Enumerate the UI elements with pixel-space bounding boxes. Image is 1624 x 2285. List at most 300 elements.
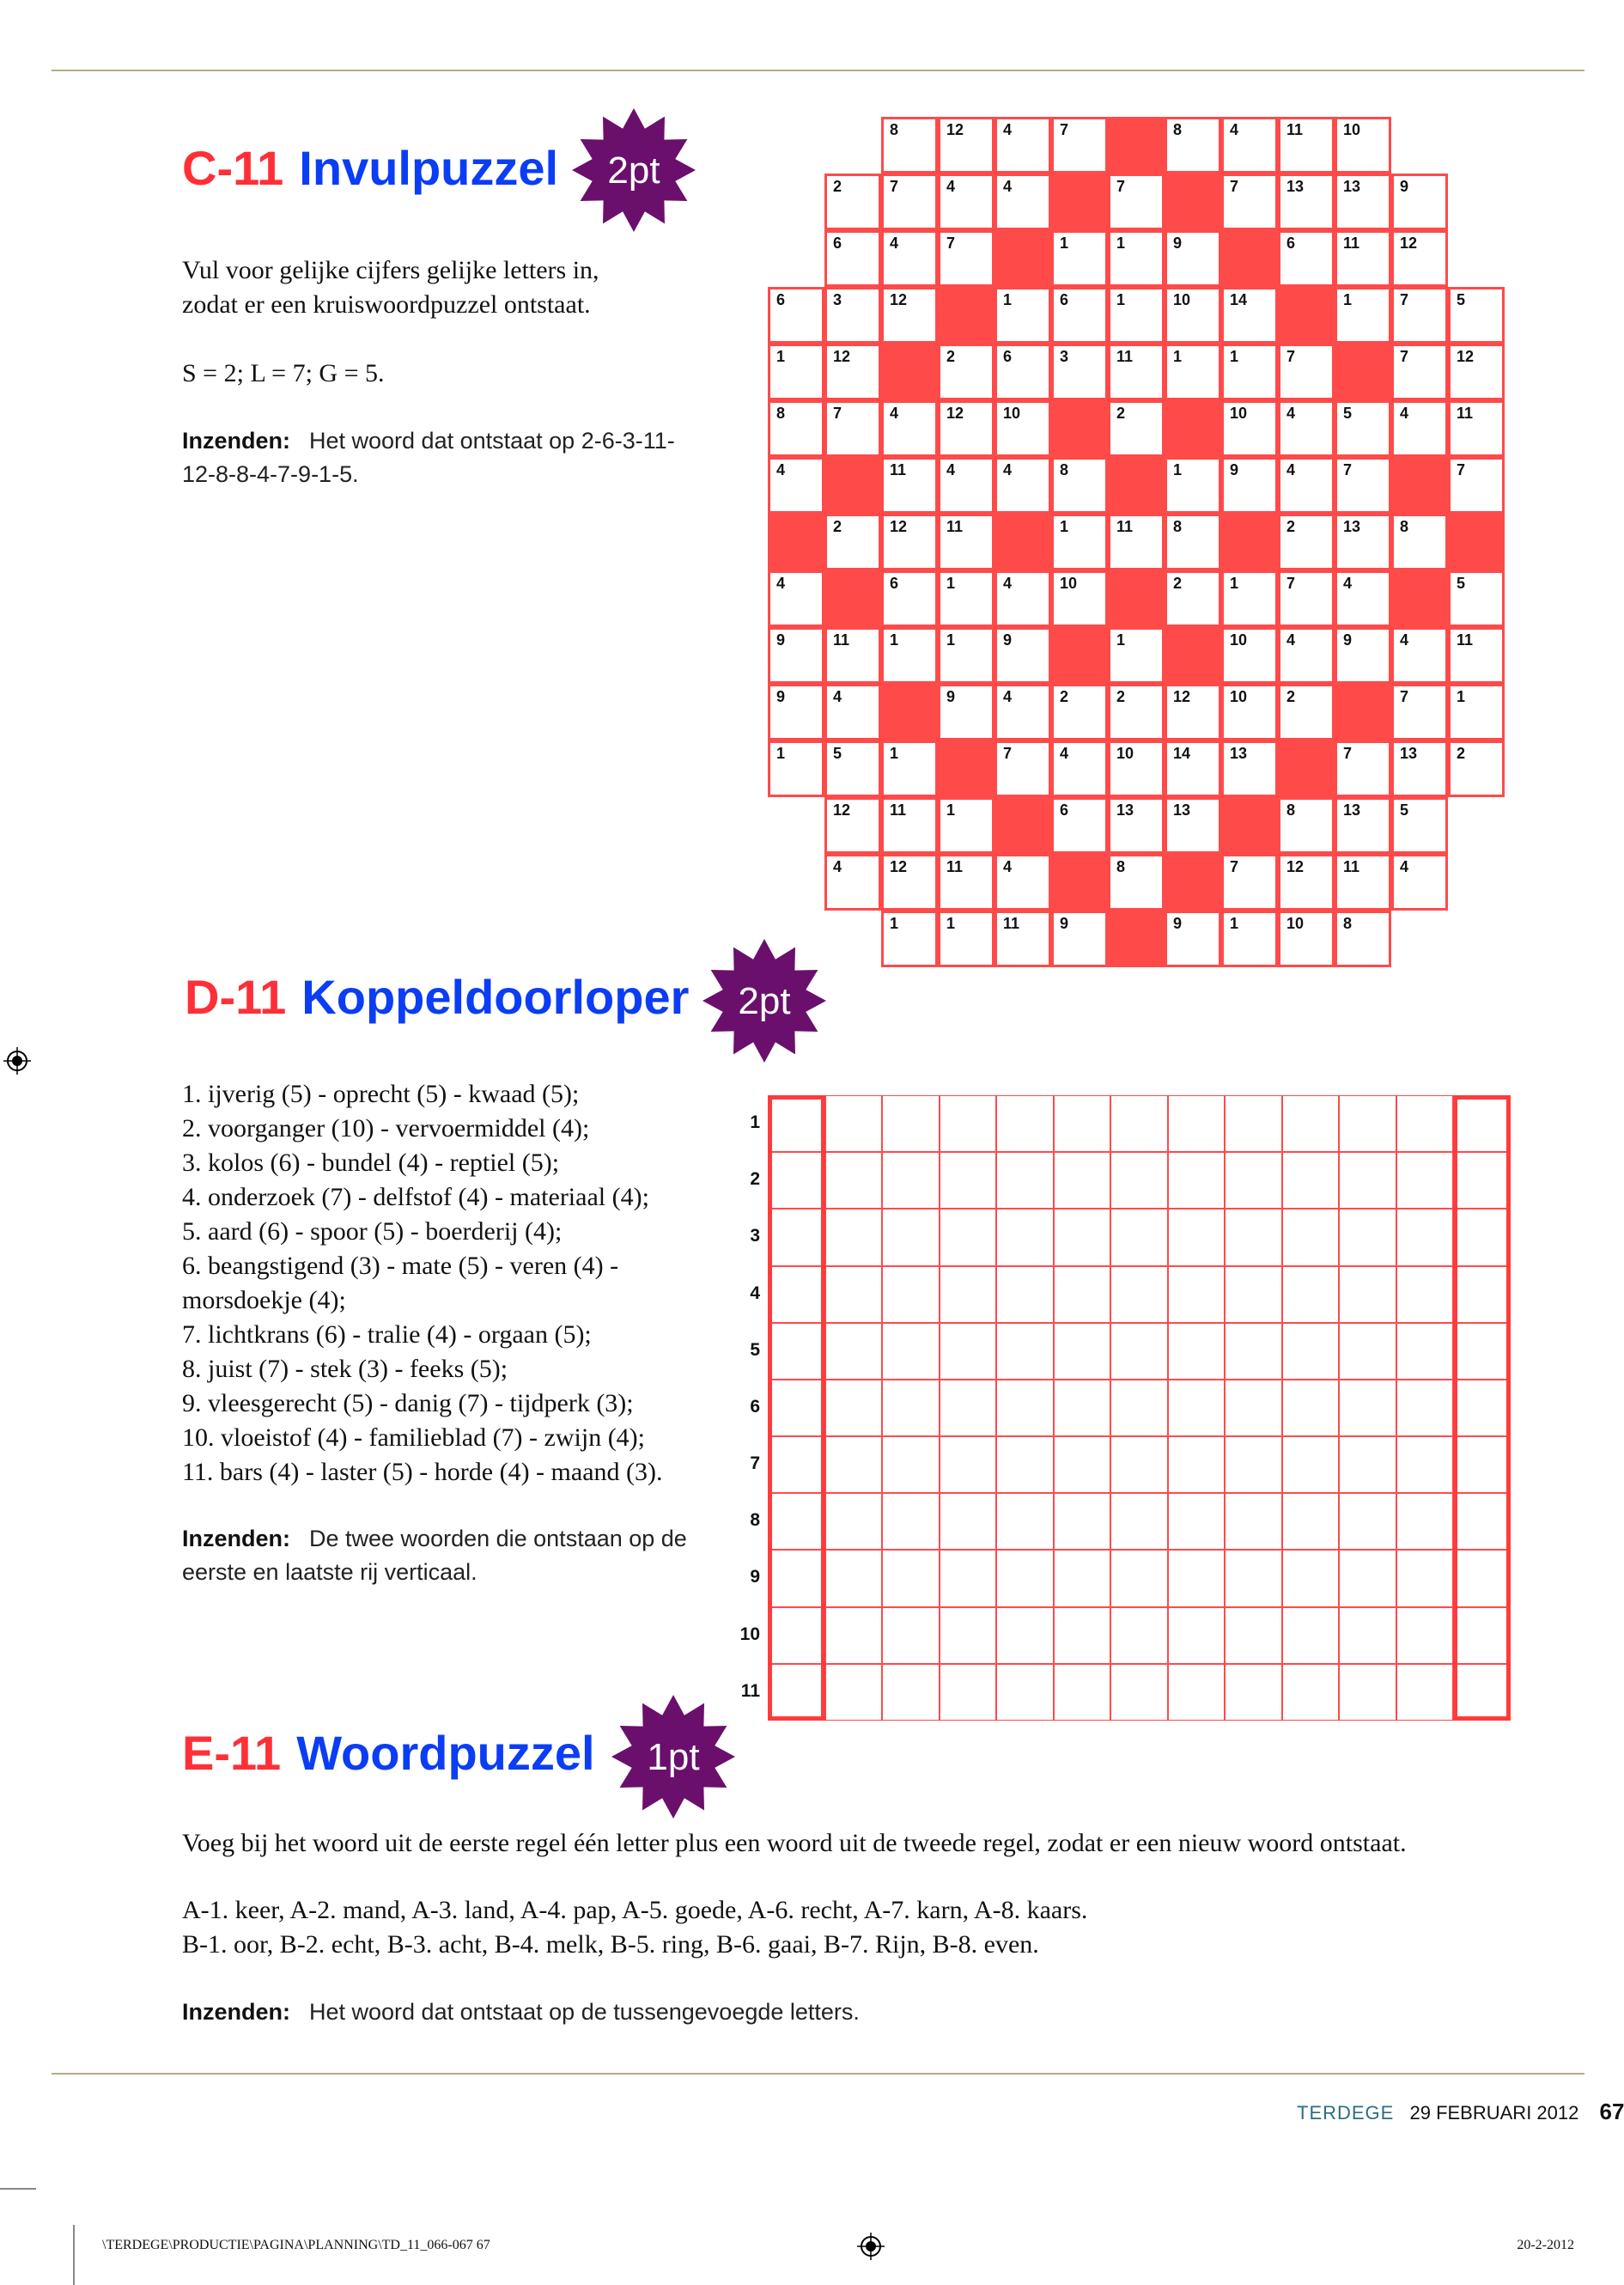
grid-cell[interactable]: 1 — [881, 911, 938, 967]
grid-cell[interactable] — [1168, 1266, 1226, 1323]
grid-cell[interactable]: 4 — [881, 400, 938, 457]
grid-cell[interactable]: 13 — [1335, 514, 1391, 570]
grid-cell[interactable] — [825, 1550, 883, 1606]
grid-cell[interactable]: 6 — [824, 230, 881, 287]
grid-cell[interactable]: 1 — [1051, 514, 1108, 570]
grid-cell[interactable]: 12 — [1448, 344, 1505, 400]
black-cell — [1221, 797, 1278, 854]
grid-cell[interactable]: 2 — [938, 344, 994, 400]
grid-cell[interactable]: 1 — [1051, 230, 1108, 287]
grid-cell[interactable]: 7 — [1391, 684, 1448, 740]
grid-cell[interactable]: 8 — [1051, 457, 1108, 514]
grid-cell[interactable] — [996, 1266, 1054, 1323]
grid-cell[interactable]: 8 — [1335, 911, 1391, 967]
d11-submit — [182, 1522, 697, 1589]
grid-cell[interactable]: 4 — [824, 854, 881, 911]
grid-cell[interactable]: 1 — [938, 911, 994, 967]
grid-cell[interactable] — [1054, 1266, 1111, 1323]
grid-cell[interactable]: 14 — [1165, 740, 1221, 797]
grid-cell[interactable] — [940, 1323, 997, 1380]
grid-cell[interactable]: 8 — [1165, 117, 1221, 174]
grid-cell[interactable]: 7 — [1391, 287, 1448, 344]
grid-cell[interactable] — [996, 1607, 1054, 1664]
grid-cell[interactable] — [940, 1095, 997, 1152]
grid-cell[interactable]: 9 — [1165, 911, 1221, 967]
grid-cell[interactable]: 1 — [1221, 570, 1278, 627]
grid-cell[interactable] — [940, 1380, 997, 1436]
d11-title — [185, 970, 690, 1024]
black-cell — [938, 740, 994, 797]
grid-cell[interactable]: 5 — [1448, 570, 1505, 627]
grid-cell[interactable]: 9 — [1221, 457, 1278, 514]
grid-cell[interactable] — [996, 1380, 1054, 1436]
grid-cell[interactable]: 9 — [768, 684, 824, 740]
grid-cell[interactable] — [1225, 1607, 1282, 1664]
grid-cell[interactable] — [1339, 1550, 1396, 1606]
grid-cell[interactable]: 2 — [1051, 684, 1108, 740]
grid-cell[interactable] — [1110, 1493, 1168, 1550]
grid-cell[interactable]: 1 — [881, 740, 938, 797]
grid-cell[interactable] — [1168, 1152, 1226, 1209]
grid-cell[interactable] — [1396, 1266, 1454, 1323]
grid-cell[interactable]: 13 — [1335, 174, 1391, 230]
grid-cell[interactable]: 1 — [1165, 457, 1221, 514]
grid-cell[interactable]: 4 — [938, 457, 994, 514]
grid-cell[interactable] — [1396, 1380, 1454, 1436]
grid-cell[interactable] — [1396, 1493, 1454, 1550]
grid-cell[interactable]: 2 — [1165, 570, 1221, 627]
grid-cell[interactable] — [1282, 1607, 1340, 1664]
grid-cell[interactable]: 10 — [994, 400, 1051, 457]
grid-cell[interactable]: 4 — [824, 684, 881, 740]
grid-cell[interactable] — [1282, 1550, 1340, 1606]
grid-cell[interactable]: 11 — [938, 514, 994, 570]
grid-cell[interactable]: 2 — [824, 174, 881, 230]
c11-instruction-line: Vul voor gelijke cijfers gelijke letters in, — [182, 256, 599, 284]
grid-cell[interactable] — [996, 1436, 1054, 1493]
grid-cell[interactable] — [825, 1323, 883, 1380]
grid-cell[interactable]: 1 — [1165, 344, 1221, 400]
grid-cell[interactable] — [940, 1493, 997, 1550]
grid-cell[interactable]: 11 — [1108, 344, 1165, 400]
black-cell — [1108, 570, 1165, 627]
grid-cell[interactable]: 11 — [1335, 854, 1391, 911]
grid-cell[interactable]: 12 — [881, 854, 938, 911]
grid-cell[interactable] — [1054, 1380, 1111, 1436]
grid-cell[interactable]: 3 — [1051, 344, 1108, 400]
grid-cell[interactable]: 8 — [1108, 854, 1165, 911]
grid-cell[interactable]: 2 — [824, 514, 881, 570]
grid-cell[interactable] — [1339, 1266, 1396, 1323]
grid-cell[interactable]: 11 — [824, 627, 881, 684]
grid-cell[interactable]: 9 — [994, 627, 1051, 684]
grid-cell[interactable] — [1110, 1436, 1168, 1493]
grid-cell[interactable]: 7 — [1278, 570, 1335, 627]
d11-code: D-11 — [185, 970, 287, 1024]
grid-cell[interactable]: 9 — [768, 627, 824, 684]
grid-cell[interactable]: 1 — [1108, 627, 1165, 684]
grid-cell[interactable]: 4 — [994, 117, 1051, 174]
grid-cell[interactable] — [1225, 1436, 1282, 1493]
grid-cell[interactable] — [825, 1380, 883, 1436]
grid-cell[interactable] — [1168, 1323, 1226, 1380]
registration-mark-icon — [857, 2233, 885, 2260]
c11-title — [182, 141, 559, 195]
grid-cell[interactable]: 12 — [938, 400, 994, 457]
grid-cell[interactable]: 13 — [1335, 797, 1391, 854]
grid-cell[interactable] — [1054, 1323, 1111, 1380]
grid-cell[interactable]: 6 — [768, 287, 824, 344]
grid-cell[interactable]: 6 — [1051, 287, 1108, 344]
grid-cell[interactable]: 12 — [881, 514, 938, 570]
clue-line: 7. lichtkrans (6) - tralie (4) - orgaan (5); — [182, 1320, 592, 1349]
grid-cell[interactable] — [1168, 1380, 1226, 1436]
grid-cell[interactable]: 8 — [881, 117, 938, 174]
grid-cell[interactable]: 5 — [1335, 400, 1391, 457]
grid-cell[interactable]: 1 — [1108, 287, 1165, 344]
grid-cell[interactable] — [1282, 1380, 1340, 1436]
grid-cell[interactable] — [1282, 1493, 1340, 1550]
grid-cell[interactable] — [1054, 1493, 1111, 1550]
grid-cell[interactable]: 9 — [1165, 230, 1221, 287]
grid-cell[interactable] — [1168, 1550, 1226, 1606]
grid-cell[interactable]: 12 — [1165, 684, 1221, 740]
grid-cell[interactable] — [1339, 1493, 1396, 1550]
grid-cell[interactable] — [996, 1550, 1054, 1606]
submit-text: De twee woorden die ontstaan op de eerste en laatste rij verticaal. — [182, 1526, 687, 1585]
grid-cell[interactable]: 4 — [1051, 740, 1108, 797]
grid-cell[interactable]: 7 — [1278, 344, 1335, 400]
grid-cell[interactable] — [1282, 1152, 1340, 1209]
clue-line: 1. ijverig (5) - oprecht (5) - kwaad (5); — [182, 1080, 580, 1108]
grid-cell[interactable] — [825, 1266, 883, 1323]
grid-cell[interactable]: 11 — [1108, 514, 1165, 570]
grid-cell[interactable]: 1 — [938, 797, 994, 854]
grid-cell[interactable]: 6 — [881, 570, 938, 627]
grid-cell[interactable] — [1339, 1323, 1396, 1380]
grid-cell[interactable]: 2 — [1108, 684, 1165, 740]
grid-cell[interactable] — [996, 1095, 1054, 1152]
grid-cell[interactable]: 11 — [881, 797, 938, 854]
grid-cell[interactable] — [940, 1550, 997, 1606]
grid-cell[interactable]: 10 — [1278, 911, 1335, 967]
grid-cell[interactable] — [996, 1493, 1054, 1550]
slug-path: \TERDEGE\PRODUCTIE\PAGINA\PLANNING\TD_11_066-067 67 — [102, 2238, 490, 2252]
grid-cell[interactable]: 11 — [1448, 400, 1505, 457]
grid-cell[interactable] — [1225, 1550, 1282, 1606]
points-label: 2pt — [738, 980, 791, 1022]
grid-cell[interactable]: 12 — [824, 797, 881, 854]
grid-cell[interactable]: 12 — [1278, 854, 1335, 911]
grid-cell[interactable] — [1225, 1095, 1282, 1152]
grid-cell[interactable] — [1225, 1209, 1282, 1265]
grid-cell[interactable]: 1 — [994, 287, 1051, 344]
grid-cell[interactable]: 7 — [1335, 457, 1391, 514]
grid-cell[interactable]: 7 — [1335, 740, 1391, 797]
black-cell — [1051, 627, 1108, 684]
grid-cell[interactable] — [882, 1266, 940, 1323]
grid-cell[interactable]: 12 — [881, 287, 938, 344]
grid-cell[interactable]: 11 — [938, 854, 994, 911]
grid-cell[interactable] — [1110, 1550, 1168, 1606]
black-cell — [1221, 514, 1278, 570]
grid-cell[interactable] — [1339, 1380, 1396, 1436]
grid-cell[interactable] — [1168, 1493, 1226, 1550]
grid-cell[interactable]: 10 — [1221, 400, 1278, 457]
grid-cell[interactable] — [825, 1664, 883, 1721]
clue-line: 4. onderzoek (7) - delfstof (4) - materiaal (4); — [182, 1183, 649, 1211]
grid-cell[interactable] — [882, 1209, 940, 1265]
grid-cell[interactable] — [1110, 1266, 1168, 1323]
grid-cell[interactable]: 11 — [1278, 117, 1335, 174]
grid-cell[interactable] — [1225, 1664, 1282, 1721]
grid-cell[interactable]: 8 — [1165, 514, 1221, 570]
grid-cell[interactable] — [1054, 1209, 1111, 1265]
grid-cell[interactable] — [882, 1323, 940, 1380]
grid-cell[interactable] — [1339, 1209, 1396, 1265]
grid-cell[interactable]: 4 — [1278, 627, 1335, 684]
grid-cell[interactable]: 5 — [1448, 287, 1505, 344]
grid-cell[interactable] — [1225, 1380, 1282, 1436]
grid-cell[interactable]: 7 — [1391, 344, 1448, 400]
grid-cell[interactable] — [1282, 1266, 1340, 1323]
grid-cell[interactable] — [1282, 1095, 1340, 1152]
grid-cell[interactable]: 6 — [1278, 230, 1335, 287]
grid-cell[interactable]: 11 — [881, 457, 938, 514]
grid-cell[interactable]: 1 — [1335, 287, 1391, 344]
grid-cell[interactable]: 5 — [824, 740, 881, 797]
grid-cell[interactable]: 4 — [1391, 854, 1448, 911]
grid-cell[interactable]: 4 — [994, 854, 1051, 911]
grid-cell[interactable] — [1396, 1095, 1454, 1152]
black-cell — [1278, 740, 1335, 797]
row-number: 4 — [750, 1283, 760, 1303]
grid-cell[interactable] — [1054, 1664, 1111, 1721]
grid-cell[interactable]: 6 — [1051, 797, 1108, 854]
grid-cell[interactable] — [825, 1152, 883, 1209]
grid-cell[interactable]: 4 — [1391, 400, 1448, 457]
grid-cell[interactable]: 9 — [1391, 174, 1448, 230]
grid-cell[interactable]: 9 — [1051, 911, 1108, 967]
grid-cell[interactable] — [996, 1323, 1054, 1380]
grid-cell[interactable]: 13 — [1108, 797, 1165, 854]
grid-cell[interactable] — [940, 1209, 997, 1265]
grid-cell[interactable] — [882, 1493, 940, 1550]
grid-cell[interactable] — [882, 1550, 940, 1606]
c11-submit — [182, 424, 697, 491]
grid-cell[interactable]: 2 — [1448, 740, 1505, 797]
grid-cell[interactable]: 11 — [1335, 230, 1391, 287]
grid-cell[interactable]: 12 — [824, 344, 881, 400]
grid-cell[interactable] — [1168, 1607, 1226, 1664]
grid-cell[interactable] — [1339, 1664, 1396, 1721]
grid-cell[interactable] — [940, 1266, 997, 1323]
grid-cell[interactable]: 4 — [1278, 400, 1335, 457]
grid-cell[interactable] — [940, 1664, 997, 1721]
points-badge-star-icon — [701, 937, 828, 1064]
grid-cell[interactable] — [940, 1152, 997, 1209]
grid-cell[interactable]: 12 — [1391, 230, 1448, 287]
grid-cell[interactable]: 10 — [1221, 684, 1278, 740]
grid-cell[interactable]: 10 — [1221, 627, 1278, 684]
grid-cell[interactable] — [940, 1436, 997, 1493]
black-cell — [994, 230, 1051, 287]
grid-cell[interactable]: 6 — [994, 344, 1051, 400]
grid-cell[interactable] — [996, 1664, 1054, 1721]
grid-cell[interactable]: 7 — [1221, 854, 1278, 911]
grid-cell[interactable]: 1 — [881, 627, 938, 684]
bottom-rule — [52, 2073, 1584, 2075]
grid-cell[interactable]: 1 — [768, 740, 824, 797]
grid-cell[interactable]: 3 — [824, 287, 881, 344]
grid-cell[interactable]: 4 — [994, 457, 1051, 514]
grid-cell[interactable] — [1339, 1607, 1396, 1664]
grid-cell[interactable]: 1 — [1221, 911, 1278, 967]
grid-cell[interactable]: 4 — [1391, 627, 1448, 684]
grid-cell[interactable]: 4 — [1335, 570, 1391, 627]
grid-cell[interactable] — [1282, 1323, 1340, 1380]
grid-cell[interactable] — [1168, 1664, 1226, 1721]
grid-cell[interactable] — [882, 1095, 940, 1152]
grid-cell[interactable] — [1168, 1436, 1226, 1493]
grid-cell[interactable]: 4 — [994, 174, 1051, 230]
grid-cell[interactable]: 8 — [768, 400, 824, 457]
grid-cell[interactable] — [1054, 1607, 1111, 1664]
grid-cell[interactable]: 4 — [881, 230, 938, 287]
grid-cell[interactable]: 11 — [1448, 627, 1505, 684]
grid-cell[interactable]: 8 — [1391, 514, 1448, 570]
grid-cell[interactable]: 4 — [768, 570, 824, 627]
grid-cell[interactable] — [1396, 1436, 1454, 1493]
grid-cell[interactable] — [1054, 1095, 1111, 1152]
grid-cell[interactable] — [1225, 1323, 1282, 1380]
grid-cell[interactable]: 7 — [994, 740, 1051, 797]
grid-cell[interactable] — [825, 1436, 883, 1493]
grid-cell[interactable]: 7 — [1448, 457, 1505, 514]
grid-cell[interactable] — [1110, 1209, 1168, 1265]
grid-cell[interactable]: 13 — [1221, 740, 1278, 797]
grid-cell[interactable]: 8 — [1278, 797, 1335, 854]
grid-cell[interactable]: 2 — [1108, 400, 1165, 457]
grid-cell[interactable] — [1339, 1152, 1396, 1209]
grid-cell[interactable] — [1054, 1152, 1111, 1209]
grid-cell[interactable] — [1225, 1493, 1282, 1550]
grid-cell[interactable]: 7 — [824, 400, 881, 457]
clue-line: 8. juist (7) - stek (3) - feeks (5); — [182, 1355, 508, 1383]
grid-cell[interactable] — [882, 1436, 940, 1493]
grid-cell[interactable]: 13 — [1391, 740, 1448, 797]
grid-cell[interactable] — [1396, 1607, 1454, 1664]
grid-cell[interactable]: 7 — [1051, 117, 1108, 174]
grid-cell[interactable] — [1110, 1323, 1168, 1380]
grid-cell[interactable] — [996, 1209, 1054, 1265]
grid-cell[interactable]: 9 — [938, 684, 994, 740]
grid-cell[interactable]: 1 — [938, 627, 994, 684]
grid-cell[interactable]: 9 — [1335, 627, 1391, 684]
grid-cell[interactable]: 13 — [1278, 174, 1335, 230]
grid-cell[interactable]: 2 — [1278, 684, 1335, 740]
grid-cell[interactable] — [1054, 1436, 1111, 1493]
grid-cell[interactable] — [1396, 1152, 1454, 1209]
grid-cell[interactable] — [1339, 1095, 1396, 1152]
grid-cell[interactable]: 7 — [1108, 174, 1165, 230]
grid-cell[interactable]: 1 — [768, 344, 824, 400]
grid-cell[interactable] — [825, 1493, 883, 1550]
grid-cell[interactable]: 1 — [1108, 230, 1165, 287]
grid-cell[interactable]: 7 — [1221, 174, 1278, 230]
row-number: 6 — [750, 1396, 760, 1417]
grid-cell[interactable]: 2 — [1278, 514, 1335, 570]
grid-cell[interactable] — [1110, 1095, 1168, 1152]
grid-cell[interactable]: 7 — [881, 174, 938, 230]
grid-cell[interactable] — [1110, 1607, 1168, 1664]
grid-cell[interactable] — [1396, 1550, 1454, 1606]
grid-cell[interactable]: 1 — [938, 570, 994, 627]
grid-cell[interactable] — [1054, 1550, 1111, 1606]
grid-cell[interactable]: 10 — [1165, 287, 1221, 344]
grid-cell[interactable] — [825, 1209, 883, 1265]
grid-cell[interactable] — [882, 1664, 940, 1721]
grid-cell[interactable] — [882, 1152, 940, 1209]
grid-cell[interactable] — [1225, 1152, 1282, 1209]
grid-cell[interactable]: 4 — [994, 570, 1051, 627]
grid-cell[interactable] — [940, 1607, 997, 1664]
grid-cell[interactable]: 4 — [938, 174, 994, 230]
grid-cell[interactable] — [882, 1607, 940, 1664]
grid-cell[interactable] — [996, 1152, 1054, 1209]
grid-cell[interactable] — [825, 1607, 883, 1664]
black-cell — [1278, 287, 1335, 344]
grid-cell[interactable]: 10 — [1335, 117, 1391, 174]
grid-cell[interactable]: 12 — [938, 117, 994, 174]
page-footer — [1297, 2099, 1624, 2125]
grid-cell[interactable] — [1282, 1664, 1340, 1721]
grid-cell[interactable] — [1396, 1209, 1454, 1265]
grid-cell[interactable]: 10 — [1051, 570, 1108, 627]
grid-cell[interactable] — [1110, 1380, 1168, 1436]
grid-cell[interactable]: 4 — [1221, 117, 1278, 174]
d11-name: Koppeldoorloper — [301, 970, 690, 1024]
grid-cell[interactable] — [1282, 1209, 1340, 1265]
grid-cell[interactable]: 4 — [768, 457, 824, 514]
grid-cell[interactable]: 13 — [1165, 797, 1221, 854]
grid-cell[interactable] — [1396, 1664, 1454, 1721]
grid-cell[interactable] — [1339, 1436, 1396, 1493]
grid-cell[interactable]: 1 — [1221, 344, 1278, 400]
grid-cell[interactable]: 5 — [1391, 797, 1448, 854]
grid-cell[interactable] — [1110, 1664, 1168, 1721]
black-cell — [1108, 457, 1165, 514]
grid-cell[interactable] — [1396, 1323, 1454, 1380]
grid-cell[interactable]: 14 — [1221, 287, 1278, 344]
grid-cell[interactable]: 10 — [1108, 740, 1165, 797]
row-number: 5 — [750, 1339, 760, 1360]
grid-cell[interactable]: 4 — [994, 684, 1051, 740]
grid-cell[interactable] — [825, 1095, 883, 1152]
grid-cell[interactable] — [1168, 1209, 1226, 1265]
grid-cell[interactable]: 1 — [1448, 684, 1505, 740]
grid-cell[interactable]: 11 — [994, 911, 1051, 967]
submit-label: Inzenden: — [182, 1526, 290, 1551]
grid-cell[interactable] — [1282, 1436, 1340, 1493]
grid-cell[interactable]: 7 — [938, 230, 994, 287]
grid-cell[interactable]: 4 — [1278, 457, 1335, 514]
clue-line: 3. kolos (6) - bundel (4) - reptiel (5); — [182, 1149, 560, 1177]
grid-cell[interactable] — [882, 1380, 940, 1436]
grid-cell[interactable] — [1110, 1152, 1168, 1209]
grid-cell[interactable] — [1225, 1266, 1282, 1323]
grid-cell[interactable] — [1168, 1095, 1226, 1152]
